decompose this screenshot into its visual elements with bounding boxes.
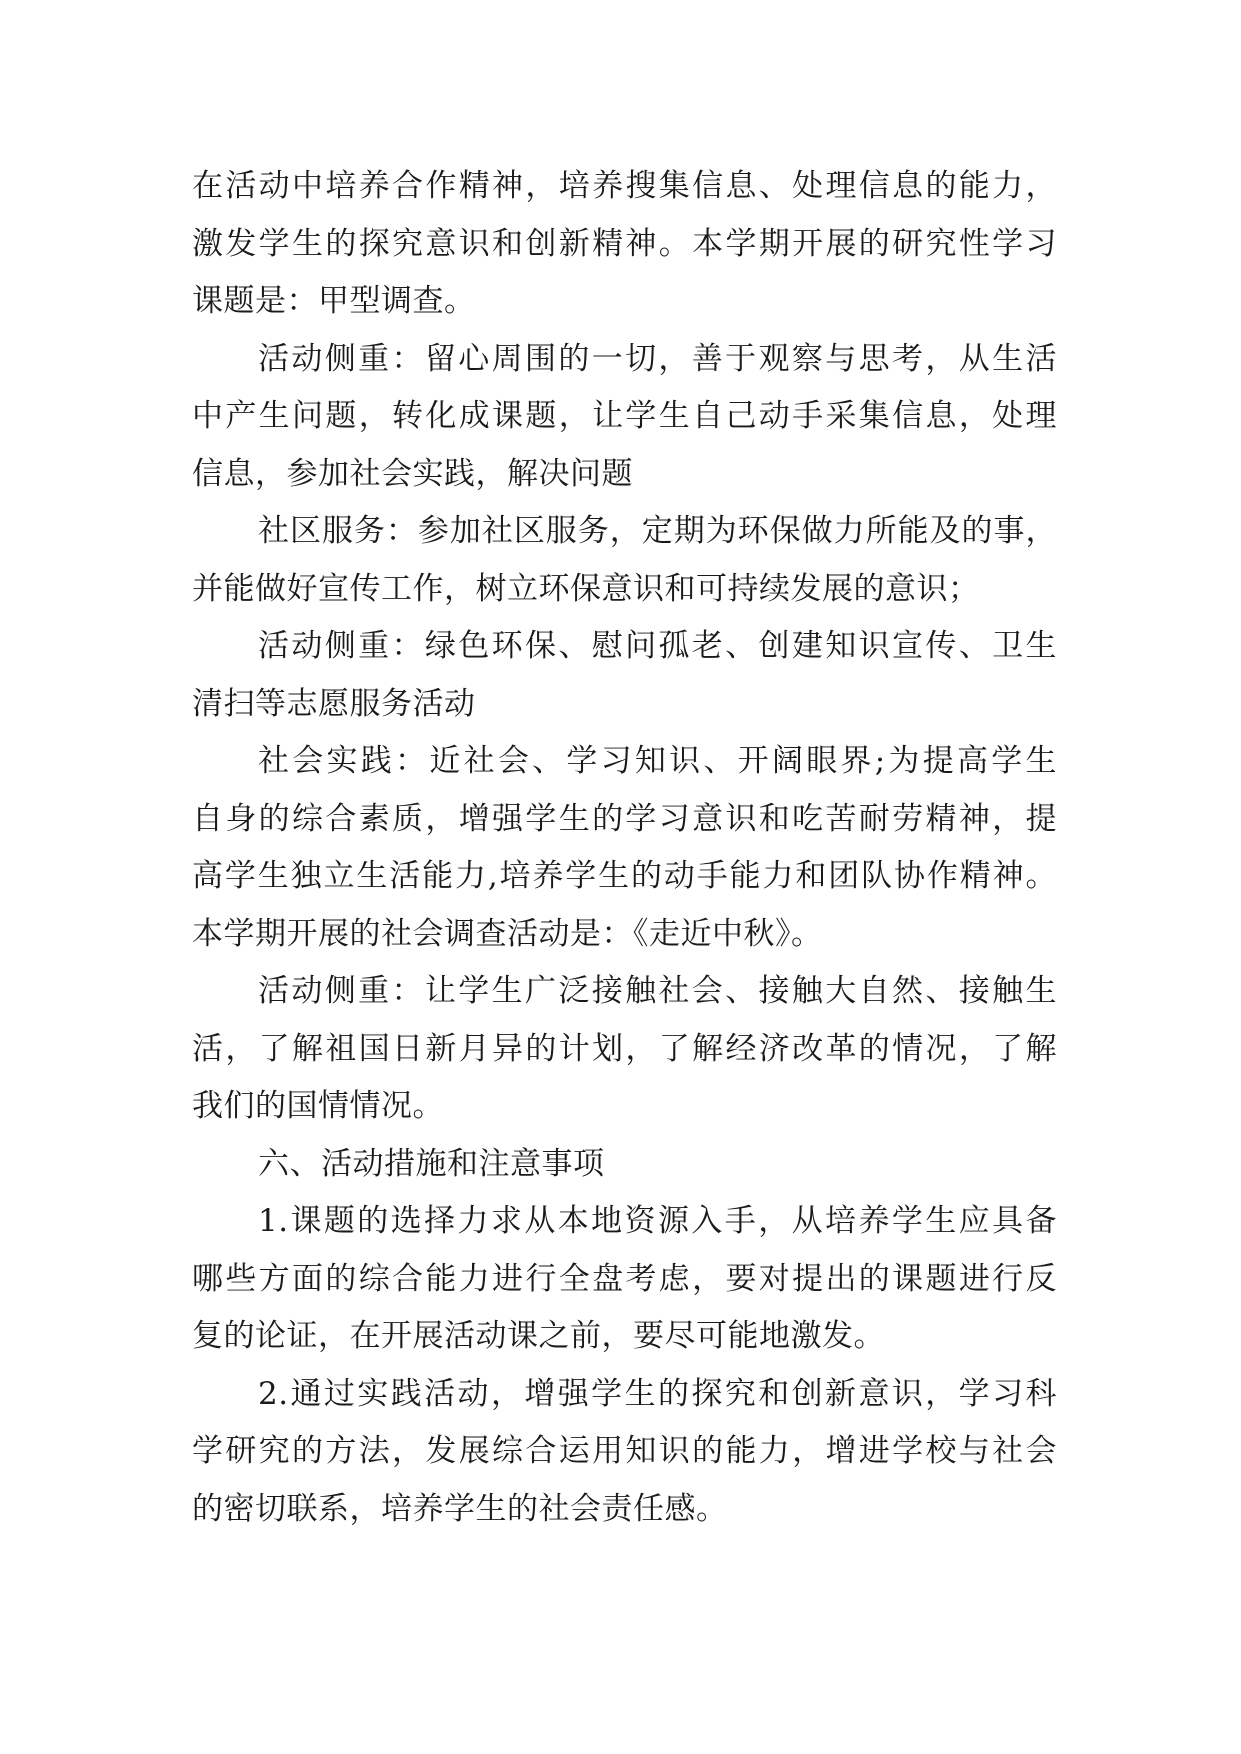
text-line: 学研究的方法，发展综合运用知识的能力，增进学校与社会 [192, 1433, 1057, 1469]
text-line: 自身的综合素质，增强学生的学习意识和吃苦耐劳精神，提 [192, 800, 1057, 837]
text-line: 本学期开展的社会调查活动是：《走近中秋》。 [192, 915, 823, 952]
paragraph [192, 963, 1057, 1136]
text-line: 哪些方面的综合能力进行全盘考虑，要对提出的课题进行反 [192, 1260, 1057, 1297]
text-line: 活动侧重：让学生广泛接触社会、接触大自然、接触生 [258, 973, 1057, 1009]
paragraph [192, 1193, 1057, 1366]
text-line: 活动侧重：绿色环保、慰问孤老、创建知识宣传、卫生 [258, 628, 1057, 664]
text-line: 活，了解祖国日新月异的计划，了解经济改革的情况，了解 [192, 1030, 1057, 1067]
text-line: 中产生问题，转化成课题，让学生自己动手采集信息，处理 [192, 398, 1057, 434]
text-line: 社会实践：近社会、学习知识、开阔眼界;为提高学生 [258, 743, 1057, 779]
text-line: 激发学生的探究意识和创新精神。本学期开展的研究性学习 [192, 225, 1057, 262]
text-line: 我们的国情情况。 [192, 1088, 444, 1124]
text-line: 六、活动措施和注意事项 [258, 1145, 605, 1182]
paragraph [192, 503, 1057, 618]
text-line: 活动侧重：留心周围的一切，善于观察与思考，从生活 [258, 340, 1057, 377]
text-line: 社区服务：参加社区服务，定期为环保做力所能及的事， [258, 513, 1057, 549]
text-line: 2.通过实践活动，增强学生的探究和创新意识，学习科 [258, 1375, 1057, 1412]
paragraph [192, 618, 1057, 733]
section-heading [192, 1136, 1057, 1194]
text-line: 复的论证，在开展活动课之前，要尽可能地激发。 [192, 1318, 885, 1354]
text-line: 在活动中培养合作精神，培养搜集信息、处理信息的能力， [192, 168, 1057, 204]
text-line: 的密切联系，培养学生的社会责任感。 [192, 1490, 728, 1527]
text-line: 清扫等志愿服务活动 [192, 685, 476, 722]
paragraph [192, 331, 1057, 504]
paragraph [192, 158, 1057, 331]
text-line: 高学生独立生活能力,培养学生的动手能力和团队协作精神。 [192, 858, 1057, 894]
document-body [192, 158, 1057, 1538]
text-line: 1.课题的选择力求从本地资源入手，从培养学生应具备 [258, 1203, 1057, 1239]
text-line: 信息，参加社会实践，解决问题 [192, 455, 633, 492]
paragraph [192, 1366, 1057, 1539]
text-line: 并能做好宣传工作，树立环保意识和可持续发展的意识； [192, 570, 980, 607]
paragraph [192, 733, 1057, 963]
text-line: 课题是：甲型调查。 [192, 283, 476, 319]
